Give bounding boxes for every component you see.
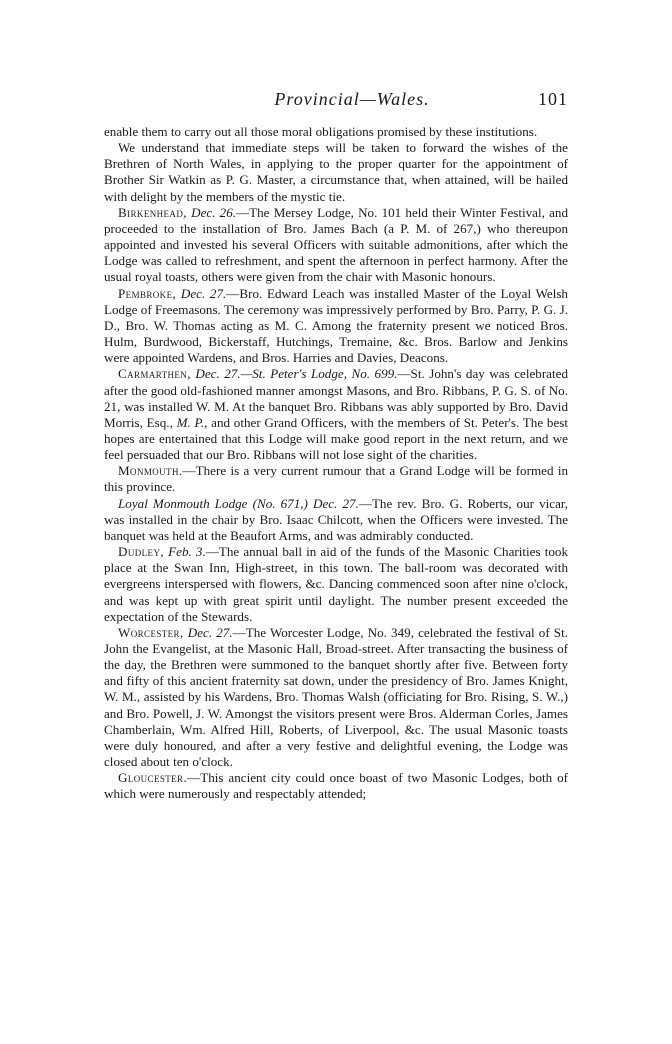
paragraph-pembroke: Pembroke, Dec. 27.—Bro. Edward Leach was installed Master of the Loyal Welsh Lodge of Freemasons. The ceremony was impressively performed by Bro. Parry, P. G. J. D., Bro. W. Thomas acting as M. C. Among the fraternity present we noticed Bros. Hulm, Burdwood, Bickerstaff, Hutchings, Tremaine, &c. Bros. Barlow and Jenkins were appointed Wardens, and Bros. Harries and Davies, Deacons. — [104, 285, 568, 366]
place-name: Birkenhead, — [118, 204, 187, 220]
date: Dec. 26. — [191, 204, 237, 220]
lodge-name: Loyal Monmouth Lodge — [118, 495, 248, 511]
running-head — [104, 89, 570, 115]
date: Dec. 27. — [187, 624, 233, 640]
article-body — [104, 124, 568, 803]
mp-title: M. P., — [176, 414, 208, 430]
paragraph-north-wales: We understand that immediate steps will be taken to forward the wishes of the Brethren of North Wales, in applying to the proper quarter for the appointment of Brother Sir Watkin as P. G. Master, a circumstance that, when attained, will be hailed with delight by the members of the mystic tie. — [104, 140, 568, 204]
place-name: Gloucester. — [118, 770, 188, 786]
running-head-title: Provincial—Wales. — [274, 89, 430, 109]
paragraph-loyal-monmouth: Loyal Monmouth Lodge (No. 671,) Dec. 27.—The rev. Bro. G. Roberts, our vicar, was installed in the chair by Bro. Isaac Chilcott, when the Officers were invested. The banquet was held at the Beaufort Arms, and was admirably conducted. — [104, 495, 569, 543]
paragraph-gloucester: Gloucester.—This ancient city could once boast of two Masonic Lodges, both of which were numerously and respectably attended; — [104, 770, 568, 802]
paragraph-continuation: enable them to carry out all those moral obligations promised by these institutions. — [104, 124, 538, 139]
lodge-number: (No. 671,) — [252, 495, 308, 511]
paragraph-birkenhead: Birkenhead, Dec. 26.—The Mersey Lodge, No. 101 held their Winter Festival, and proceeded to the installation of Bro. James Bach (a P. M. of 267,) who thereupon appointed and invested his several Officers with suitable admonitions, after which the Lodge was called to refreshment, and spent the afternoon in perfect harmony. After the usual royal toasts, others were given from the chair with Masonic honours. — [104, 204, 568, 285]
place-name: Dudley, — [118, 544, 165, 560]
paragraph-monmouth: Monmouth.—There is a very current rumour that a Grand Lodge will be formed in this province. — [104, 463, 568, 495]
place-name: Carmarthen, — [118, 366, 191, 382]
date: Dec. 27.—St. Peter's Lodge, No. 699. — [195, 366, 398, 382]
date: Dec. 27. — [313, 495, 359, 511]
date: Feb. 3. — [168, 544, 206, 560]
paragraph-worcester: Worcester, Dec. 27.—The Worcester Lodge, No. 349, celebrated the festival of St. John the Evangelist, at the Masonic Hall, Broad-street. After transacting the business of the day, the Brethren were summoned to the banquet shortly after five. Between forty and fifty of this ancient fraternity sat down, under the presidency of Bro. James Knight, W. M., assisted by his Wardens, Bro. Thomas Walsh (officiating for Bro. Rising, S. W.,) and Bro. Powell, J. W. Amongst the visitors present were Bros. Alderman Corles, James Chamberlain, Wm. Alfred Hill, Roberts, of Liverpool, &c. The usual Masonic toasts were duly honoured, and after a very festive and delightful evening, the Lodge was closed about ten o'clock. — [104, 624, 568, 770]
paragraph-dudley: Dudley, Feb. 3.—The annual ball in aid of the funds of the Masonic Charities took place at the Swan Inn, High-street, in this town. The ball-room was decorated with evergreens interspersed with flowers, &c. Dancing commenced soon after nine o'clock, and was kept up with great spirit until daylight. The number present exceeded the expectation of the Stewards. — [104, 544, 568, 624]
date: Dec. 27. — [180, 285, 227, 301]
place-name: Pembroke, — [118, 285, 177, 301]
place-name: Worcester, — [118, 624, 184, 640]
page-number: 101 — [538, 89, 568, 109]
paragraph-carmarthen: Carmarthen, Dec. 27.—St. Peter's Lodge, No. 699.—St. John's day was celebrated after the good old-fashioned manner amongst Masons, and Bro. Ribbans, P. G. S. of No. 21, was installed W. M. At the banquet Bro. Ribbans was ably supported by Bro. David Morris, Esq., M. P., and other Grand Officers, with the members of St. Peter's. The best hopes are entertained that this Lodge will make good report in the next return, and we feel persuaded that our Bro. Ribbans will not lose sight of the charities. — [104, 366, 568, 463]
place-name: Monmouth. — [118, 463, 183, 479]
